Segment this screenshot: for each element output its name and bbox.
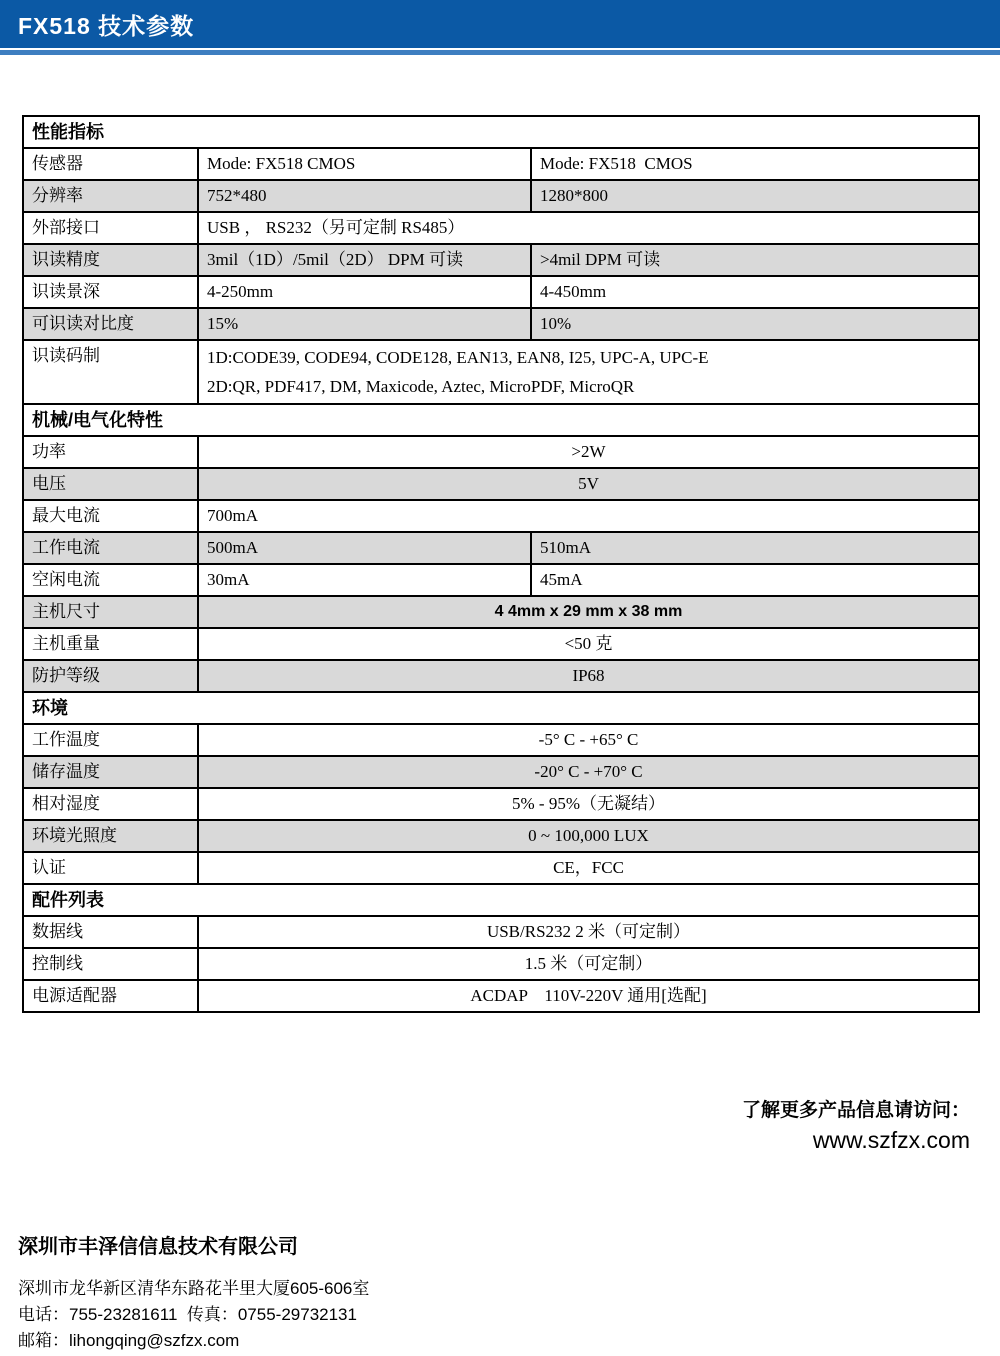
table-row — [23, 532, 979, 564]
row-label: 相对湿度 — [23, 788, 198, 820]
row-value: -5° C - +65° C — [198, 724, 979, 756]
row-label: 功率 — [23, 436, 198, 468]
row-value-line: 2D:QR, PDF417, DM, Maxicode, Aztec, MicroPDF, MicroQR — [207, 377, 635, 396]
company-block — [18, 1234, 369, 1354]
row-value: ACDAP 110V-220V 通用[选配] — [198, 980, 979, 1012]
table-row — [23, 820, 979, 852]
row-label: 工作电流 — [23, 532, 198, 564]
section-title: 性能指标 — [23, 116, 979, 148]
row-label: 可识读对比度 — [23, 308, 198, 340]
row-value: 15% — [198, 308, 531, 340]
table-row — [23, 468, 979, 500]
table-row — [23, 628, 979, 660]
row-label: 工作温度 — [23, 724, 198, 756]
table-row — [23, 244, 979, 276]
row-label: 环境光照度 — [23, 820, 198, 852]
section-title: 机械/电气化特性 — [23, 404, 979, 436]
row-label: 识读景深 — [23, 276, 198, 308]
table-row — [23, 500, 979, 532]
row-value: >2W — [198, 436, 979, 468]
table-row — [23, 340, 979, 404]
promo-text: 了解更多产品信息请访问： — [741, 1100, 970, 1121]
row-value: 500mA — [198, 532, 531, 564]
row-label: 最大电流 — [23, 500, 198, 532]
section-title: 配件列表 — [23, 884, 979, 916]
row-value: USB/RS232 2 米（可定制） — [198, 916, 979, 948]
row-label: 主机尺寸 — [23, 596, 198, 628]
row-label: 识读码制 — [23, 340, 198, 404]
row-value-line: 1D:CODE39, CODE94, CODE128, EAN13, EAN8, I25, UPC-A, UPC-E — [207, 348, 709, 367]
section-header-row — [23, 692, 979, 724]
table-row — [23, 756, 979, 788]
row-label: 数据线 — [23, 916, 198, 948]
table-row — [23, 980, 979, 1012]
row-value: Mode: FX518 CMOS — [198, 148, 531, 180]
table-row — [23, 724, 979, 756]
row-value — [198, 340, 979, 404]
page-header — [0, 0, 1000, 48]
row-value: 752*480 — [198, 180, 531, 212]
row-value: 5% - 95%（无凝结） — [198, 788, 979, 820]
row-value: <50 克 — [198, 628, 979, 660]
row-label: 认证 — [23, 852, 198, 884]
table-row — [23, 564, 979, 596]
table-row — [23, 916, 979, 948]
row-label: 传感器 — [23, 148, 198, 180]
row-value: 4 4mm x 29 mm x 38 mm — [198, 596, 979, 628]
promo-block — [742, 1098, 970, 1156]
row-value: CE，FCC — [198, 852, 979, 884]
page-title: FX518 技术参数 — [18, 12, 195, 39]
row-value: 30mA — [198, 564, 531, 596]
row-value: 0 ~ 100,000 LUX — [198, 820, 979, 852]
row-label: 储存温度 — [23, 756, 198, 788]
row-value: 5V — [198, 468, 979, 500]
row-value: -20° C - +70° C — [198, 756, 979, 788]
row-label: 电压 — [23, 468, 198, 500]
table-row — [23, 660, 979, 692]
row-value: 1280*800 — [531, 180, 979, 212]
section-title: 环境 — [23, 692, 979, 724]
row-label: 识读精度 — [23, 244, 198, 276]
row-value: 4-250mm — [198, 276, 531, 308]
section-header-row — [23, 404, 979, 436]
row-value: 4-450mm — [531, 276, 979, 308]
row-value: IP68 — [198, 660, 979, 692]
section-header-row — [23, 884, 979, 916]
row-value: 45mA — [531, 564, 979, 596]
row-value: Mode: FX518 CMOS — [531, 148, 979, 180]
table-row — [23, 180, 979, 212]
table-row — [23, 948, 979, 980]
row-value: 1.5 米（可定制） — [198, 948, 979, 980]
row-value: 510mA — [531, 532, 979, 564]
row-label: 防护等级 — [23, 660, 198, 692]
company-name: 深圳市丰泽信信息技术有限公司 — [18, 1236, 298, 1258]
row-label: 分辨率 — [23, 180, 198, 212]
section-header-row — [23, 116, 979, 148]
row-value: 700mA — [198, 500, 979, 532]
row-value: 10% — [531, 308, 979, 340]
table-row — [23, 148, 979, 180]
table-row — [23, 308, 979, 340]
row-label: 控制线 — [23, 948, 198, 980]
row-label: 电源适配器 — [23, 980, 198, 1012]
table-row — [23, 212, 979, 244]
row-label: 空闲电流 — [23, 564, 198, 596]
table-row — [23, 788, 979, 820]
spec-table-body — [23, 116, 979, 1012]
row-value: USB ， RS232（另可定制 RS485） — [198, 212, 979, 244]
spec-table — [22, 115, 980, 1013]
row-label: 外部接口 — [23, 212, 198, 244]
company-email: 邮箱：lihongqing@szfzx.com — [18, 1331, 240, 1350]
row-value: 3mil（1D）/5mil（2D） DPM 可读 — [198, 244, 531, 276]
company-address: 深圳市龙华新区清华东路花半里大厦605-606室 — [18, 1279, 370, 1298]
table-row — [23, 436, 979, 468]
row-value: >4mil DPM 可读 — [531, 244, 979, 276]
promo-website: www.szfzx.com — [812, 1127, 970, 1153]
table-row — [23, 596, 979, 628]
header-accent-line — [0, 50, 1000, 55]
company-phone: 电话：755-23281611 传真：0755-29732131 — [18, 1305, 357, 1324]
table-row — [23, 852, 979, 884]
table-row — [23, 276, 979, 308]
row-label: 主机重量 — [23, 628, 198, 660]
